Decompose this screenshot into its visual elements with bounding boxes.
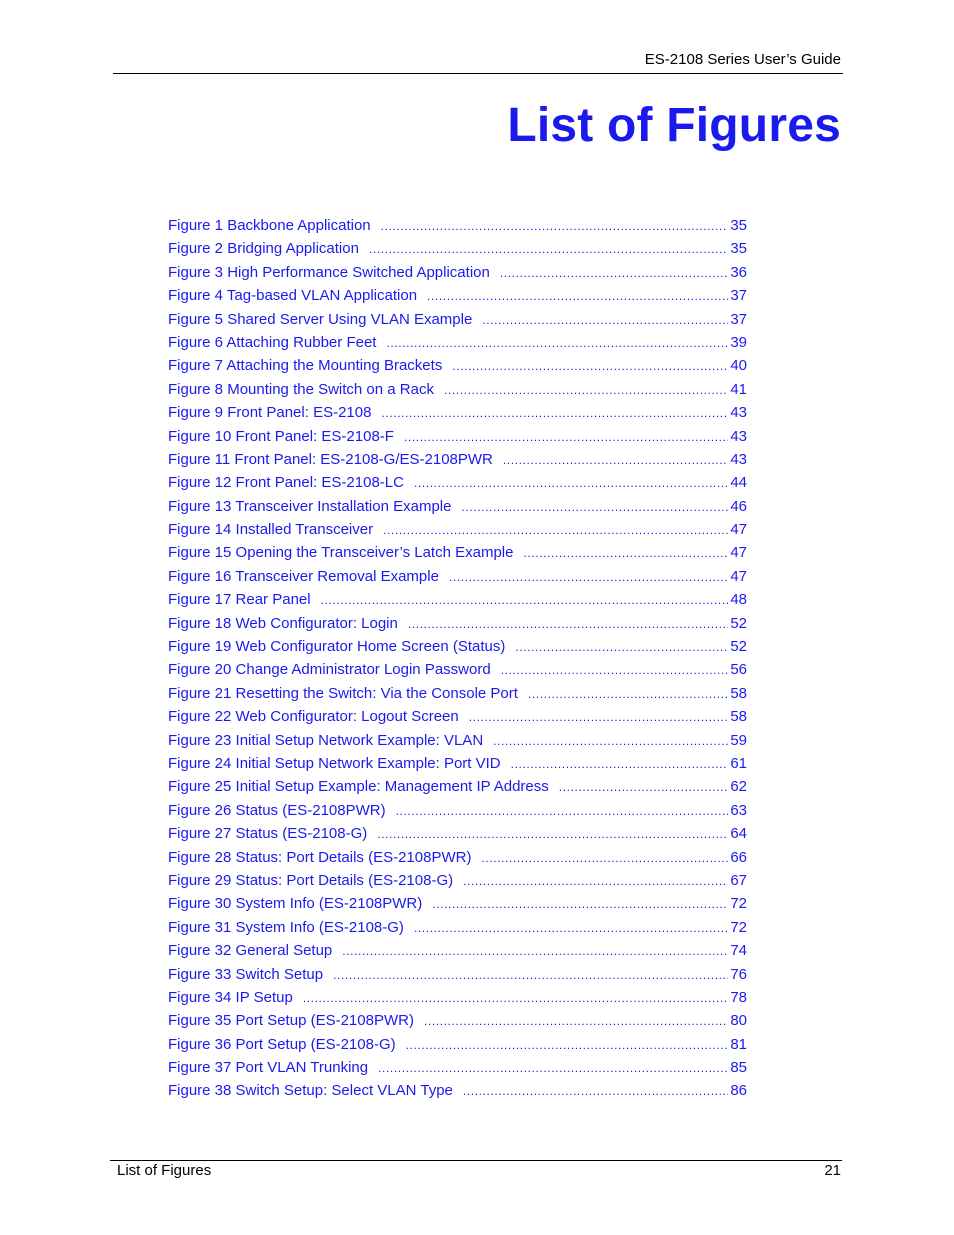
toc-entry-label[interactable]: Figure 18 Web Configurator: Login bbox=[168, 614, 398, 632]
dot-leader bbox=[559, 780, 729, 794]
toc-entry[interactable] bbox=[168, 451, 747, 474]
dot-leader bbox=[381, 219, 729, 233]
dot-leader bbox=[406, 1038, 729, 1052]
toc-entry-label[interactable]: Figure 35 Port Setup (ES-2108PWR) bbox=[168, 1012, 414, 1030]
toc-entry-label[interactable]: Figure 22 Web Configurator: Logout Screen bbox=[168, 708, 459, 726]
toc-entry-label[interactable]: Figure 8 Mounting the Switch on a Rack bbox=[168, 380, 434, 398]
toc-entry-label[interactable]: Figure 3 High Performance Switched Application bbox=[168, 263, 490, 281]
dot-leader bbox=[404, 430, 728, 444]
toc-entry-label[interactable]: Figure 7 Attaching the Mounting Brackets bbox=[168, 357, 443, 375]
page-title: List of Figures bbox=[507, 99, 841, 152]
toc-entry-page[interactable]: 46 bbox=[730, 497, 747, 515]
toc-entry-page[interactable]: 72 bbox=[730, 918, 747, 936]
toc-entry-page[interactable]: 59 bbox=[730, 731, 747, 749]
toc-entry-label[interactable]: Figure 16 Transceiver Removal Example bbox=[168, 567, 439, 585]
toc-entry-page[interactable]: 85 bbox=[730, 1059, 747, 1077]
toc-entry-page[interactable]: 74 bbox=[730, 942, 747, 960]
toc-entry[interactable] bbox=[168, 381, 747, 404]
toc-entry-label[interactable]: Figure 4 Tag-based VLAN Application bbox=[168, 287, 418, 305]
dot-leader bbox=[503, 453, 728, 467]
toc-entry-page[interactable]: 48 bbox=[730, 591, 747, 609]
toc-entry-label[interactable]: Figure 25 Initial Setup Example: Management IP Address bbox=[168, 778, 549, 796]
toc-entry-label[interactable]: Figure 23 Initial Setup Network Example: VLAN bbox=[168, 731, 484, 749]
dot-leader bbox=[461, 500, 728, 514]
toc-entry-label[interactable]: Figure 9 Front Panel: ES-2108 bbox=[168, 404, 372, 422]
toc-entry-label[interactable]: Figure 5 Shared Server Using VLAN Example bbox=[168, 310, 473, 328]
toc-entry[interactable] bbox=[168, 1036, 747, 1059]
toc-entry[interactable] bbox=[168, 825, 747, 848]
toc-entry[interactable] bbox=[168, 872, 747, 895]
dot-leader bbox=[333, 968, 728, 982]
toc-entry-label[interactable]: Figure 29 Status: Port Details (ES-2108-G) bbox=[168, 871, 454, 889]
toc-entry-label[interactable]: Figure 38 Switch Setup: Select VLAN Type bbox=[168, 1082, 453, 1100]
toc-entry-label[interactable]: Figure 36 Port Setup (ES-2108-G) bbox=[168, 1035, 396, 1053]
toc-entry-label[interactable]: Figure 14 Installed Transceiver bbox=[168, 521, 374, 539]
toc-entry-page[interactable]: 39 bbox=[730, 333, 747, 351]
toc-entry-page[interactable]: 37 bbox=[730, 310, 747, 328]
dot-leader bbox=[463, 874, 728, 888]
toc-entry-label[interactable]: Figure 32 General Setup bbox=[168, 942, 333, 960]
toc-entry-page[interactable]: 47 bbox=[730, 567, 747, 585]
toc-entry-page[interactable]: 66 bbox=[730, 848, 747, 866]
toc-entry[interactable] bbox=[168, 732, 747, 755]
toc-entry-label[interactable]: Figure 37 Port VLAN Trunking bbox=[168, 1059, 369, 1077]
footer-rule bbox=[110, 1160, 842, 1161]
toc-entry-label[interactable]: Figure 15 Opening the Transceiver’s Latch Example bbox=[168, 544, 514, 562]
toc-entry-label[interactable]: Figure 6 Attaching Rubber Feet bbox=[168, 333, 377, 351]
toc-entry-page[interactable]: 61 bbox=[730, 754, 747, 772]
toc-entry-label[interactable]: Figure 12 Front Panel: ES-2108-LC bbox=[168, 474, 404, 492]
dot-leader bbox=[396, 804, 729, 818]
toc-entry[interactable] bbox=[168, 1012, 747, 1035]
toc-entry[interactable] bbox=[168, 498, 747, 521]
toc-entry[interactable] bbox=[168, 240, 747, 263]
toc-entry-page[interactable]: 64 bbox=[730, 825, 747, 843]
dot-leader bbox=[414, 476, 728, 490]
toc-entry-page[interactable]: 47 bbox=[730, 521, 747, 539]
toc-entry-page[interactable]: 41 bbox=[730, 380, 747, 398]
dot-leader bbox=[414, 921, 728, 935]
dot-leader bbox=[511, 757, 729, 771]
toc-entry[interactable] bbox=[168, 849, 747, 872]
toc-entry-page[interactable]: 86 bbox=[730, 1082, 747, 1100]
dot-leader bbox=[482, 313, 728, 327]
toc-entry[interactable] bbox=[168, 287, 747, 310]
toc-entry-label[interactable]: Figure 24 Initial Setup Network Example: Port VID bbox=[168, 754, 501, 772]
dot-leader bbox=[424, 1014, 728, 1028]
toc-entry[interactable] bbox=[168, 264, 747, 287]
toc-entry-label[interactable]: Figure 30 System Info (ES-2108PWR) bbox=[168, 895, 423, 913]
dot-leader bbox=[515, 640, 728, 654]
toc-entry[interactable] bbox=[168, 895, 747, 918]
dot-leader bbox=[381, 406, 728, 420]
toc-entry-label[interactable]: Figure 2 Bridging Application bbox=[168, 240, 359, 258]
toc-entry[interactable] bbox=[168, 334, 747, 357]
toc-entry-page[interactable]: 56 bbox=[730, 661, 747, 679]
toc-entry-page[interactable]: 35 bbox=[730, 240, 747, 258]
toc-entry-page[interactable]: 43 bbox=[730, 427, 747, 445]
dot-leader bbox=[444, 383, 728, 397]
toc-entry-label[interactable]: Figure 33 Switch Setup bbox=[168, 965, 324, 983]
header-rule bbox=[113, 73, 843, 74]
toc-entry[interactable] bbox=[168, 685, 747, 708]
toc-entry-label[interactable]: Figure 21 Resetting the Switch: Via the Console Port bbox=[168, 684, 518, 702]
dot-leader bbox=[321, 593, 729, 607]
dot-leader bbox=[528, 687, 728, 701]
dot-leader bbox=[481, 851, 728, 865]
toc-entry-page[interactable]: 72 bbox=[730, 895, 747, 913]
toc-entry[interactable] bbox=[168, 802, 747, 825]
toc-entry-label[interactable]: Figure 34 IP Setup bbox=[168, 988, 293, 1006]
toc-entry-label[interactable]: Figure 19 Web Configurator Home Screen (Status) bbox=[168, 638, 506, 656]
toc-entry[interactable] bbox=[168, 778, 747, 801]
toc-entry-page[interactable]: 40 bbox=[730, 357, 747, 375]
toc-entry-page[interactable]: 37 bbox=[730, 287, 747, 305]
toc-entry[interactable] bbox=[168, 638, 747, 661]
toc-entry[interactable] bbox=[168, 357, 747, 380]
toc-entry-label[interactable]: Figure 11 Front Panel: ES-2108-G/ES-2108PWR bbox=[168, 450, 493, 468]
toc-entry-page[interactable]: 36 bbox=[730, 263, 747, 281]
toc-entry-label[interactable]: Figure 26 Status (ES-2108PWR) bbox=[168, 801, 386, 819]
dot-leader bbox=[369, 242, 728, 256]
dot-leader bbox=[501, 663, 729, 677]
dot-leader bbox=[427, 289, 728, 303]
dot-leader bbox=[303, 991, 729, 1005]
dot-leader bbox=[408, 617, 728, 631]
toc-entry-label[interactable]: Figure 10 Front Panel: ES-2108-F bbox=[168, 427, 394, 445]
toc-entry[interactable] bbox=[168, 217, 747, 240]
toc-entry-label[interactable]: Figure 20 Change Administrator Login Password bbox=[168, 661, 491, 679]
toc-entry[interactable] bbox=[168, 1059, 747, 1082]
footer-section-title: List of Figures bbox=[117, 1162, 212, 1179]
dot-leader bbox=[469, 710, 729, 724]
toc-entry-label[interactable]: Figure 13 Transceiver Installation Example bbox=[168, 497, 452, 515]
dot-leader bbox=[449, 570, 728, 584]
toc-entry[interactable] bbox=[168, 942, 747, 965]
toc-entry-page[interactable]: 52 bbox=[730, 638, 747, 656]
toc-entry[interactable] bbox=[168, 544, 747, 567]
toc-entry[interactable] bbox=[168, 708, 747, 731]
dot-leader bbox=[342, 944, 728, 958]
dot-leader bbox=[493, 734, 728, 748]
toc-entry-page[interactable]: 43 bbox=[730, 404, 747, 422]
toc-entry[interactable] bbox=[168, 404, 747, 427]
toc-entry-label[interactable]: Figure 27 Status (ES-2108-G) bbox=[168, 825, 368, 843]
toc-entry-page[interactable]: 52 bbox=[730, 614, 747, 632]
dot-leader bbox=[452, 359, 728, 373]
toc-entry-page[interactable]: 78 bbox=[730, 988, 747, 1006]
toc-entry[interactable] bbox=[168, 615, 747, 638]
dot-leader bbox=[432, 897, 728, 911]
toc-entry-label[interactable]: Figure 31 System Info (ES-2108-G) bbox=[168, 918, 404, 936]
dot-leader bbox=[383, 523, 728, 537]
toc-entry[interactable] bbox=[168, 474, 747, 497]
toc-entry-label[interactable]: Figure 17 Rear Panel bbox=[168, 591, 311, 609]
toc-entry-label[interactable]: Figure 1 Backbone Application bbox=[168, 217, 371, 234]
dot-leader bbox=[463, 1084, 728, 1098]
list-of-figures bbox=[168, 217, 747, 1106]
toc-entry[interactable] bbox=[168, 311, 747, 334]
page-number: 21 bbox=[824, 1162, 841, 1179]
toc-entry[interactable] bbox=[168, 568, 747, 591]
running-header: ES-2108 Series User’s Guide bbox=[644, 51, 841, 68]
toc-entry-page[interactable]: 43 bbox=[730, 450, 747, 468]
toc-entry-page[interactable]: 47 bbox=[730, 544, 747, 562]
dot-leader bbox=[386, 336, 728, 350]
toc-entry-label[interactable]: Figure 28 Status: Port Details (ES-2108PWR) bbox=[168, 848, 472, 866]
toc-entry-page[interactable]: 62 bbox=[730, 778, 747, 796]
toc-entry-page[interactable]: 80 bbox=[730, 1012, 747, 1030]
toc-entry-page[interactable]: 63 bbox=[730, 801, 747, 819]
toc-entry[interactable] bbox=[168, 989, 747, 1012]
toc-entry-page[interactable]: 76 bbox=[730, 965, 747, 983]
toc-entry-page[interactable]: 81 bbox=[730, 1035, 747, 1053]
dot-leader bbox=[523, 546, 728, 560]
dot-leader bbox=[500, 266, 728, 280]
toc-entry-page[interactable]: 58 bbox=[730, 708, 747, 726]
toc-entry[interactable] bbox=[168, 521, 747, 544]
toc-entry[interactable] bbox=[168, 966, 747, 989]
toc-entry[interactable] bbox=[168, 591, 747, 614]
toc-entry[interactable] bbox=[168, 919, 747, 942]
toc-entry[interactable] bbox=[168, 1082, 747, 1105]
toc-entry-page[interactable]: 58 bbox=[730, 684, 747, 702]
toc-entry[interactable] bbox=[168, 428, 747, 451]
toc-entry[interactable] bbox=[168, 661, 747, 684]
toc-entry[interactable] bbox=[168, 755, 747, 778]
toc-entry-page[interactable]: 44 bbox=[730, 474, 747, 492]
toc-entry-page[interactable]: 35 bbox=[730, 217, 747, 234]
dot-leader bbox=[378, 1061, 728, 1075]
dot-leader bbox=[377, 827, 728, 841]
toc-entry-page[interactable]: 67 bbox=[730, 871, 747, 889]
